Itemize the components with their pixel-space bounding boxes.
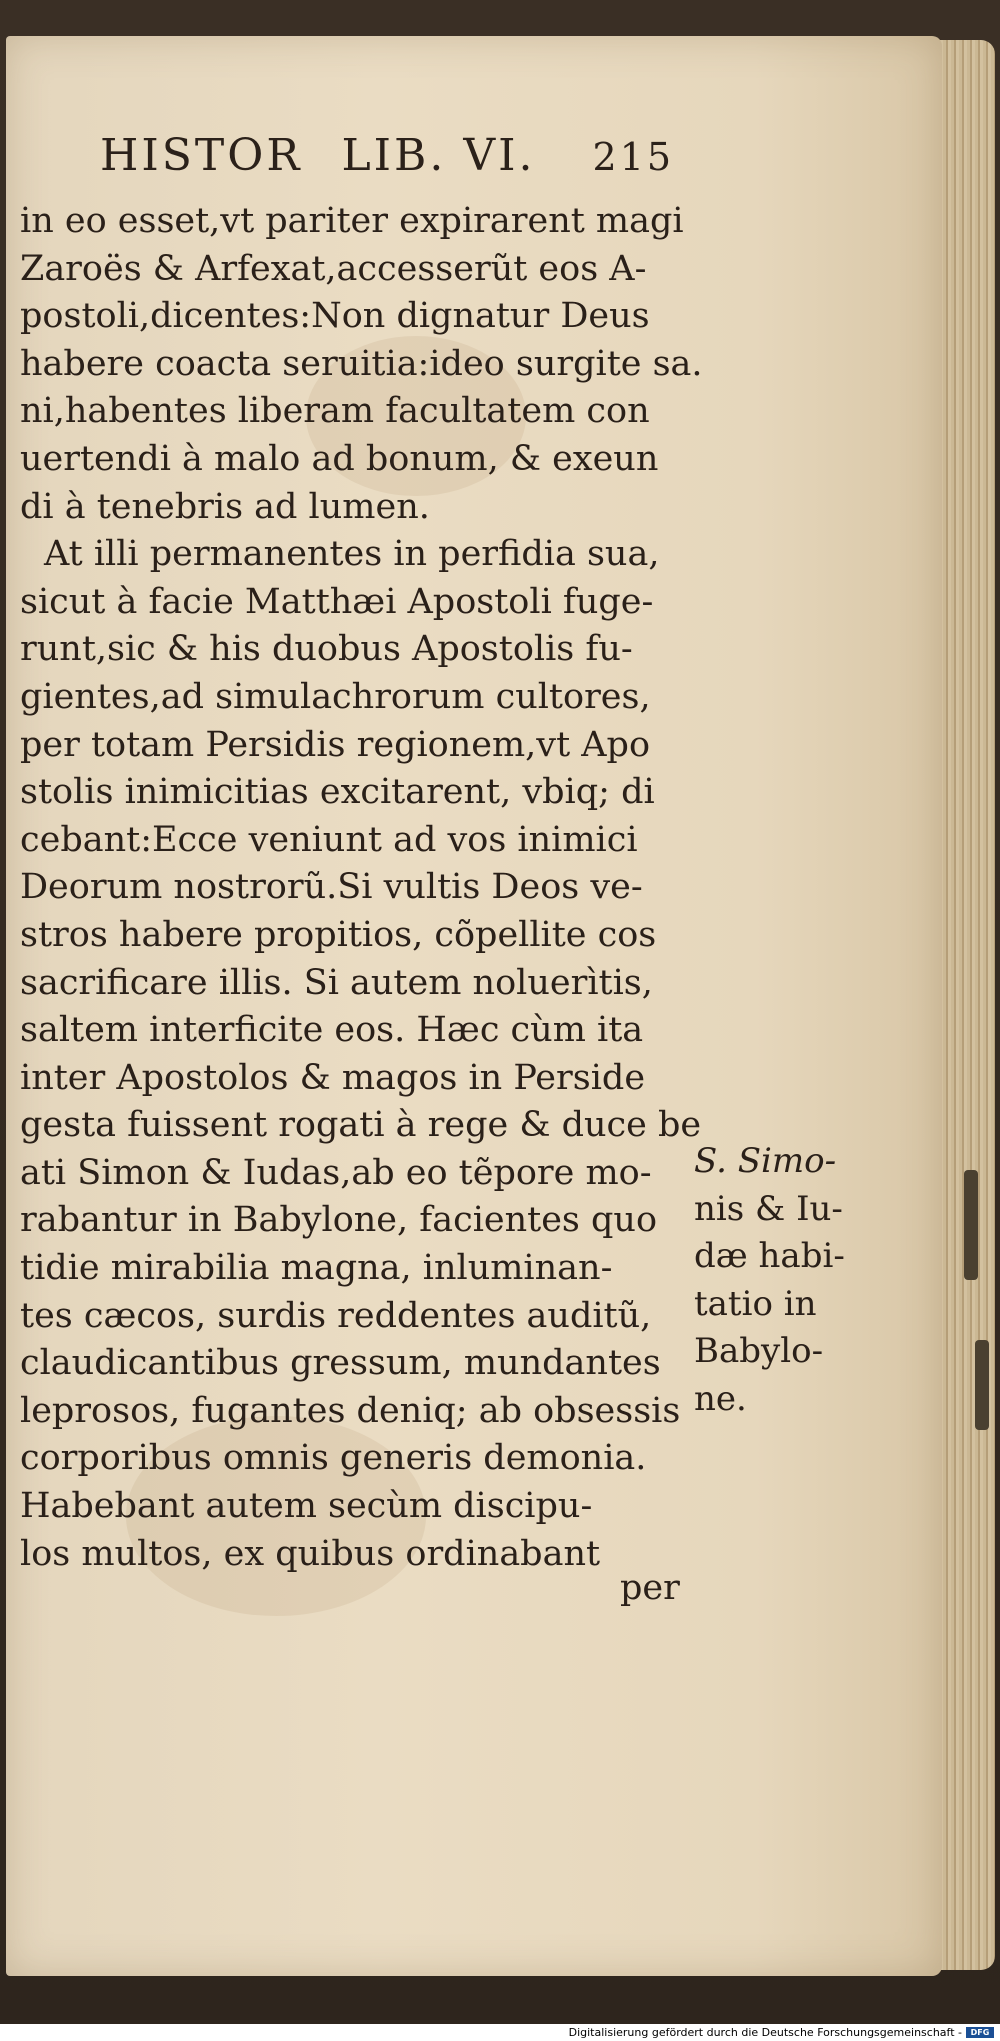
dfg-logo: DFG — [966, 2027, 994, 2038]
text-line: gesta fuissent rogati à rege & duce be — [20, 1105, 702, 1146]
marginal-line: tatio in — [694, 1283, 817, 1324]
text-line: postoli,dicentes:Non dignatur Deus — [20, 296, 650, 337]
text-line: corporibus omnis generis demonia. — [20, 1438, 647, 1479]
marginal-note — [694, 1138, 944, 1424]
text-line: Zaroës & Arfexat,accesserũt eos A- — [20, 248, 647, 289]
text-line: tes cæcos, surdis reddentes auditũ, — [20, 1295, 652, 1336]
binding-ribbon — [964, 1170, 978, 1280]
text-line: sacrificare illis. Si autem noluerìtis, — [20, 962, 653, 1003]
catchword: per — [620, 1568, 680, 1608]
body-text — [20, 198, 710, 1578]
text-line: leprosos, fugantes deniq; ab obsessis — [20, 1390, 681, 1431]
page-edges — [935, 40, 995, 1970]
text-line: saltem interficite eos. Hæc cùm ita — [20, 1010, 644, 1051]
text-line: sicut à facie Matthæi Apostoli fuge- — [20, 581, 654, 622]
text-line: rabantur in Babylone, facientes quo — [20, 1200, 658, 1241]
text-line: stolis inimicitias excitarent, vbiq; di — [20, 772, 655, 813]
text-line: in eo esset,vt pariter expirarent magi — [20, 201, 684, 241]
running-header — [100, 130, 674, 181]
text-line: ni,habentes liberam facultatem con — [20, 391, 650, 432]
text-line: cebant:Ecce veniunt ad vos inimici — [20, 819, 638, 860]
header-book: LIB. VI. — [341, 130, 536, 181]
text-line: inter Apostolos & magos in Perside — [20, 1057, 646, 1098]
text-line: gientes,ad simulachrorum cultores, — [20, 676, 651, 717]
marginal-line: ne. — [694, 1378, 747, 1419]
marginal-line: nis & Iu- — [694, 1188, 843, 1229]
text-line: stros habere propitios, cõpellite cos — [20, 914, 657, 955]
text-line: per totam Persidis regionem,vt Apo — [20, 724, 651, 765]
marginal-line: Babylo- — [694, 1331, 824, 1372]
text-line: di à tenebris ad lumen. — [20, 486, 430, 527]
text-line: At illi permanentes in perfidia sua, — [44, 534, 660, 575]
marginal-line: dæ habi- — [694, 1236, 845, 1277]
text-line: runt,sic & his duobus Apostolis fu- — [20, 629, 633, 670]
marginal-line: S. Simo- — [694, 1141, 837, 1181]
text-line: tidie mirabilia magna, inluminan- — [20, 1248, 613, 1289]
text-line: habere coacta seruitia:ideo surgite sa. — [20, 343, 703, 384]
text-line: ati Simon & Iudas,ab eo tẽpore mo- — [20, 1152, 652, 1193]
text-line: claudicantibus gressum, mundantes — [20, 1343, 661, 1384]
text-line: Deorum nostrorũ.Si vultis Deos ve- — [20, 867, 643, 908]
funding-credit: Digitalisierung gefördert durch die Deutsche Forschungsgemeinschaft - — [568, 2026, 962, 2039]
text-line: uertendi à malo ad bonum, & exeun — [20, 438, 659, 479]
header-title: HISTOR — [100, 130, 303, 181]
text-line: los multos, ex quibus ordinabant — [20, 1533, 601, 1574]
binding-ribbon — [975, 1340, 989, 1430]
page-number: 215 — [592, 135, 675, 179]
text-line: Habebant autem secùm discipu- — [20, 1486, 593, 1527]
